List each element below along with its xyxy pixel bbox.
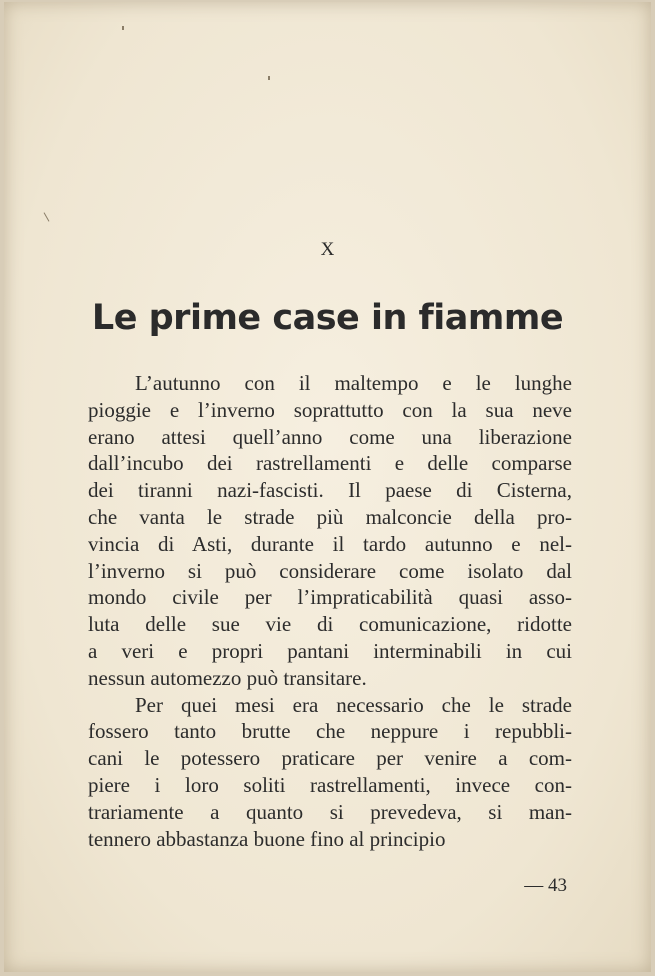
text-line: cani le potessero praticare per venire a com- bbox=[88, 746, 572, 771]
text-line: nessun automezzo può transitare. bbox=[88, 665, 367, 690]
paper-speck bbox=[122, 26, 124, 30]
page-number: — 43 bbox=[524, 875, 567, 896]
text-line: dei tiranni nazi-fascisti. Il paese di Cisterna, bbox=[88, 478, 572, 503]
text-line: Per quei mesi era necessario che le strade bbox=[135, 692, 572, 717]
text-line: pioggie e l’inverno soprattutto con la sua neve bbox=[88, 397, 572, 422]
text-line: tennero abbastanza buone fino al principio bbox=[88, 826, 446, 851]
text-line: l’inverno si può considerare come isolato dal bbox=[88, 558, 572, 583]
text-line: fossero tanto brutte che neppure i repubbli- bbox=[88, 719, 572, 744]
text-line: luta delle sue vie di comunicazione, ridotte bbox=[88, 612, 572, 637]
text-line: piere i loro soliti rastrellamenti, invece con- bbox=[88, 772, 572, 797]
book-page bbox=[4, 2, 651, 972]
chapter-title: Le prime case in fiamme bbox=[91, 298, 564, 338]
text-line: trariamente a quanto si prevedeva, si man- bbox=[88, 799, 572, 824]
text-line: dall’incubo dei rastrellamenti e delle comparse bbox=[88, 451, 572, 476]
text-line: vincia di Asti, durante il tardo autunno e nel- bbox=[88, 531, 572, 556]
text-line: che vanta le strade più malconcie della pro- bbox=[88, 504, 572, 529]
text-line: erano attesi quell’anno come una liberazione bbox=[88, 424, 572, 449]
paper-speck bbox=[268, 76, 270, 80]
paper-speck bbox=[44, 212, 50, 221]
body-text bbox=[88, 370, 572, 852]
text-line: a veri e propri pantani interminabili in cui bbox=[88, 638, 572, 663]
text-line: L’autunno con il maltempo e le lunghe bbox=[135, 371, 572, 395]
text-line: mondo civile per l’impraticabilità quasi asso- bbox=[88, 585, 572, 610]
chapter-number: X bbox=[320, 239, 335, 260]
